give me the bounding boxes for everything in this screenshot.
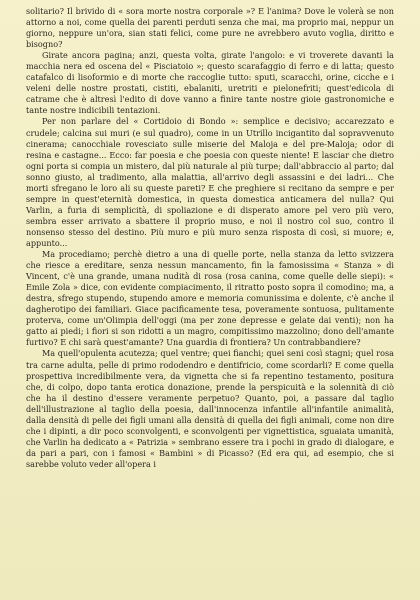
paragraph-2: Girate ancora pagina; anzi, questa volta, girate l'angolo: e vi troverete davanti la macchia nera ed oscena del « Pisciatoio »; questo scarafaggio di ferro e di latta; questo catafalco di lisoformio e di morte che raccoglie tutto: sputi, scaracchi, orine, cicche e i veleni delle nostre prostati, cistiti, ebalaniti, uretriti e pielonefriti; quest'edicola di catrame che è altresì l'edito di dove vanno a finire tante nostre gioie gastronomiche e tante nostre indicibili tentazioni. [26, 50, 394, 116]
paragraph-4: Ma procediamo; perchè dietro a una di quelle porte, nella stanza da letto svizzera che riesce a ereditare, senza nessun mancamento, fin la famosissima « Stanza » di Vincent, c'è una grande, umana nudità di rosa (rosa canina, come quelle delle siepi): « Emile Zola » dice, con evidente compiacimento, il ritratto posto sopra il comodino; ma, a destra, sfrego stupendo, stupendo amore e memoria comunissima e dolente, c'è anche il dagherotipo dei familiari. Giace pacificamente tesa, poveramente sontuosa, pulitamente proterva, come un'Olimpia dell'oggi (ma per zone depresse e gelate dai venti); non ha gatto ai piedi; i fiori si son ridotti a un magro, compitissimo mazzolino; dono dell'amante furtivo? E chi sarà quest'amante? Una guardia di frontiera? Un contrabbandiere? [26, 249, 394, 348]
paragraph-3: Per non parlare del « Cortidoio di Bondo »: semplice e decisivo; accarezzato e crudele; calcina sui muri (e sul quadro), come in un Utrillo incigantito dal sopravvenuto cinerama; canocchiale rovesciato sulle miserie del Maloja e del pre-Maloja; odor di resina e castagne... Ecco: far poesia e che poesia con queste niente! E lasciar che dietro ogni porta si compia un mistero, dal più naturale al più turpe; dall'abbraccio al parto; dal sonno giusto, al tradimento, alla malattia, all'arrivo degli assassini e dei ladri... Che morti sfregano le loro ali su queste pareti? E che preghiere si recitano da sempre e per sempre in quest'eternità domestica, in questa domestica anticamera del nulla? Qui Varlin, a furia di semplicità, di spoliazione e di disperato amore pel vero più vero, sembra esser arrivato a sbattere il proprio muso, e noi il nostro col suo, contro il nonsenso stesso del destino. Più muro e più muro senza risposta di così, si muore; e, appunto... [26, 116, 394, 248]
paragraph-5: Ma quell'opulenta acutezza; quel ventre; quei fianchi; quei seni così stagni; quel rosa tra carne adulta, pelle di primo rododendro e dentifricio, come scordarli? E come quella prospettiva incredibilmente vera, da vignetta che si fa repentino testamento, positura che, di colpo, dopo tanta erotica donazione, prende la perspicuità e la solennità di ciò che ha il destino d'essere veramente perpetuo? Quanto, poi, a passare dal taglio dell'illustrazione al taglio della poesia, dall'innocenza infantile all'infantile animalità, dalla densità di pelle dei figli umani alla densità di quella dei figli animali, come non dire che i dipinti, a dir poco sconvolgenti, e sconvolgenti per vignettistica, sguaiata umanità, che Varlin ha dedicato a « Patrizia » sembrano essere tra i pochi in grado di dialogare, e da pari a pari, con i famosi « Bambini » di Picasso? (Ed era qui, ad esempio, che si sarebbe voluto veder all'opera i [26, 348, 394, 469]
body-text [26, 6, 394, 470]
paragraph-1: solitario? Il brivido di « sora morte nostra corporale »? E l'anima? Dove le volerà se non attorno a noi, come quella dei parenti perduti senza che mai, ma proprio mai, neppur un giorno, neppure un'ora, sian stati felici, come pure ne avrebbero avuto voglia, diritto e bisogno? [26, 6, 394, 50]
